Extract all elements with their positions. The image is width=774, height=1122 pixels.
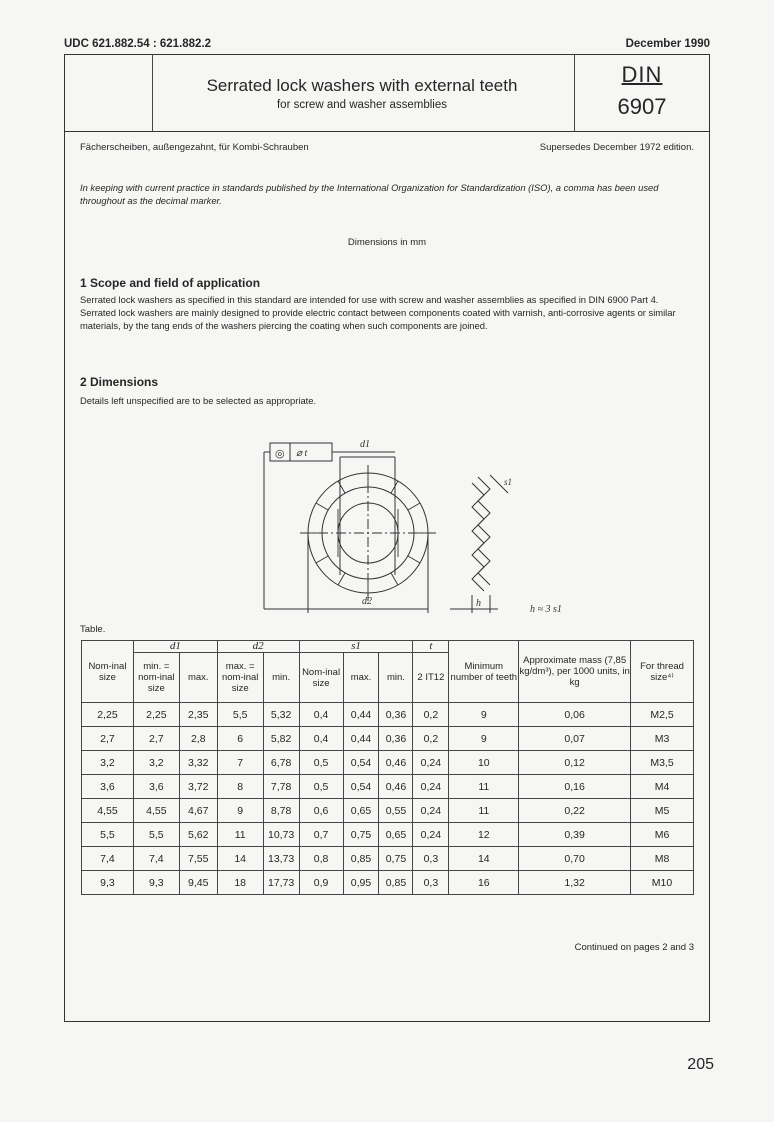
table-cell: 0,55 — [379, 799, 413, 823]
header-s1-max: max. — [343, 653, 379, 703]
h-label: h — [476, 598, 481, 609]
header-thread: For thread size⁴⁾ — [631, 641, 694, 703]
header-d1: d1 — [133, 641, 217, 653]
table-cell: 13,73 — [263, 847, 299, 871]
tolerance-symbol: ◎ — [275, 447, 285, 460]
issue-date: December 1990 — [625, 38, 710, 50]
table-cell: 11 — [217, 823, 263, 847]
table-cell: 0,9 — [299, 871, 343, 895]
table-cell: 0,24 — [413, 823, 449, 847]
table-cell: 3,6 — [133, 775, 179, 799]
table-cell: 2,7 — [133, 727, 179, 751]
table-cell: 7,4 — [133, 847, 179, 871]
table-cell: 7,4 — [82, 847, 134, 871]
table-row — [82, 871, 694, 895]
table-cell: 3,2 — [82, 751, 134, 775]
table-cell: 18 — [217, 871, 263, 895]
table-cell: 4,55 — [133, 799, 179, 823]
table-row — [82, 799, 694, 823]
table-cell: 3,72 — [179, 775, 217, 799]
table-cell: 0,54 — [343, 775, 379, 799]
table-cell: 2,35 — [179, 703, 217, 727]
table-cell: M2,5 — [631, 703, 694, 727]
table-cell: 0,75 — [379, 847, 413, 871]
table-cell: 2,25 — [133, 703, 179, 727]
header-s1: s1 — [299, 641, 413, 653]
table-cell: 17,73 — [263, 871, 299, 895]
table-cell: 12 — [449, 823, 519, 847]
table-cell: 4,67 — [179, 799, 217, 823]
table-cell: 7,55 — [179, 847, 217, 871]
table-cell: 5,5 — [133, 823, 179, 847]
table-cell: 16 — [449, 871, 519, 895]
table-cell: 9,3 — [133, 871, 179, 895]
header-min-teeth: Minimum number of teeth — [449, 641, 519, 703]
table-cell: 0,22 — [519, 799, 631, 823]
section-2-heading: 2 Dimensions — [80, 375, 159, 389]
table-row — [82, 727, 694, 751]
washer-side-view — [472, 477, 490, 591]
table-cell: 11 — [449, 799, 519, 823]
table-cell: 0,44 — [343, 727, 379, 751]
table-row — [82, 823, 694, 847]
table-cell: 9,45 — [179, 871, 217, 895]
dimensions-note: Dimensions in mm — [347, 237, 427, 248]
header-d2: d2 — [217, 641, 299, 653]
header-d2-min: min. — [263, 653, 299, 703]
table-cell: 0,8 — [299, 847, 343, 871]
standard-number: 6907 — [617, 94, 667, 119]
table-cell: 3,2 — [133, 751, 179, 775]
header-s1-min: min. — [379, 653, 413, 703]
supersedes-note: Supersedes December 1972 edition. — [539, 142, 694, 153]
table-cell: 5,62 — [179, 823, 217, 847]
table-cell: 0,5 — [299, 775, 343, 799]
table-cell: 9 — [217, 799, 263, 823]
table-cell: 0,06 — [519, 703, 631, 727]
header-t: t — [413, 641, 449, 653]
table-cell: 2,7 — [82, 727, 134, 751]
dimensions-table — [81, 640, 694, 895]
table-cell: 5,5 — [82, 823, 134, 847]
table-cell: 0,3 — [413, 871, 449, 895]
table-cell: 0,3 — [413, 847, 449, 871]
table-cell: 7,78 — [263, 775, 299, 799]
table-cell: 4,55 — [82, 799, 134, 823]
h-formula: h ≈ 3 s1 — [530, 604, 562, 615]
table-cell: 0,46 — [379, 751, 413, 775]
table-cell: 0,85 — [343, 847, 379, 871]
table-cell: 0,07 — [519, 727, 631, 751]
table-cell: 6,78 — [263, 751, 299, 775]
table-cell: 9,3 — [82, 871, 134, 895]
table-cell: 2,25 — [82, 703, 134, 727]
table-cell: M3 — [631, 727, 694, 751]
s1-label: s1 — [504, 477, 513, 487]
table-cell: 5,5 — [217, 703, 263, 727]
table-cell: 0,44 — [343, 703, 379, 727]
table-cell: 14 — [217, 847, 263, 871]
d1-label: d1 — [360, 439, 370, 450]
table-cell: M10 — [631, 871, 694, 895]
table-label: Table. — [80, 624, 106, 635]
table-cell: 0,12 — [519, 751, 631, 775]
table-cell: 3,32 — [179, 751, 217, 775]
table-cell: 0,95 — [343, 871, 379, 895]
table-cell: M8 — [631, 847, 694, 871]
table-cell: 11 — [449, 775, 519, 799]
header-d1-max: max. — [179, 653, 217, 703]
table-cell: 0,16 — [519, 775, 631, 799]
table-cell: 0,65 — [379, 823, 413, 847]
table-cell: 1,32 — [519, 871, 631, 895]
table-cell: 6 — [217, 727, 263, 751]
table-row — [82, 703, 694, 727]
d2-label: d2 — [362, 596, 372, 607]
header-mass: Approximate mass (7,85 kg/dm³), per 1000 units, in kg — [519, 641, 631, 703]
table-cell: 0,7 — [299, 823, 343, 847]
section-1-heading: 1 Scope and field of application — [80, 276, 261, 290]
tolerance-value: ⌀ t — [296, 448, 308, 459]
table-cell: 0,24 — [413, 799, 449, 823]
table-cell: 0,36 — [379, 727, 413, 751]
table-cell: 0,5 — [299, 751, 343, 775]
header-s1-nominal: Nom-inal size — [299, 653, 343, 703]
table-cell: 10,73 — [263, 823, 299, 847]
table-cell: 0,36 — [379, 703, 413, 727]
table-cell: 5,32 — [263, 703, 299, 727]
table-cell: 14 — [449, 847, 519, 871]
table-cell: 0,46 — [379, 775, 413, 799]
din-logo — [574, 62, 710, 88]
table-cell: 0,39 — [519, 823, 631, 847]
header-d2-max: max. = nom-inal size — [217, 653, 263, 703]
table-cell: 0,2 — [413, 703, 449, 727]
header-t-value: 2 IT12 — [413, 653, 449, 703]
document-subtitle: for screw and washer assemblies — [276, 99, 447, 111]
table-cell: 7 — [217, 751, 263, 775]
table-row — [82, 775, 694, 799]
din-logo-text: DIN — [621, 62, 663, 87]
table-cell: 0,4 — [299, 727, 343, 751]
section-2-text: Details left unspecified are to be selected as appropriate. — [80, 395, 317, 406]
udc-number: UDC 621.882.54 : 621.882.2 — [64, 38, 212, 50]
table-cell: 0,24 — [413, 751, 449, 775]
table-cell: 0,24 — [413, 775, 449, 799]
table-row — [82, 751, 694, 775]
document-title: Serrated lock washers with external teeth — [206, 76, 518, 95]
continued-note: Continued on pages 2 and 3 — [574, 942, 694, 953]
table-cell: 0,85 — [379, 871, 413, 895]
table-cell: 2,8 — [179, 727, 217, 751]
table-cell: 0,4 — [299, 703, 343, 727]
table-cell: 9 — [449, 703, 519, 727]
table-cell: 0,75 — [343, 823, 379, 847]
decimal-marker-note: In keeping with current practice in standards published by the International Organization for Standardization (ISO), a comma has been used throughout as the decimal marker. — [80, 182, 659, 206]
table-cell: 9 — [449, 727, 519, 751]
table-cell: M4 — [631, 775, 694, 799]
header-d1-min: min. = nom-inal size — [133, 653, 179, 703]
table-row — [82, 847, 694, 871]
table-cell: 8 — [217, 775, 263, 799]
table-cell: 5,82 — [263, 727, 299, 751]
table-cell: 0,65 — [343, 799, 379, 823]
washer-drawing — [240, 425, 600, 625]
table-cell: 0,6 — [299, 799, 343, 823]
table-cell: M5 — [631, 799, 694, 823]
table-cell: 0,70 — [519, 847, 631, 871]
german-title: Fächerscheiben, außengezahnt, für Kombi-Schrauben — [80, 142, 309, 153]
table-cell: 10 — [449, 751, 519, 775]
table-cell: M3,5 — [631, 751, 694, 775]
table-cell: 3,6 — [82, 775, 134, 799]
table-cell: 0,2 — [413, 727, 449, 751]
table-cell: M6 — [631, 823, 694, 847]
table-cell: 8,78 — [263, 799, 299, 823]
page-number: 205 — [687, 1056, 714, 1073]
section-1-text: Serrated lock washers as specified in this standard are intended for use with screw and washer assemblies as specified in DIN 6900 Part 4. Serrated lock washers are mainly designed to provide electric contact between components coated with varnish, anti-corrosive agents or similar materials, by the tang ends of the washers piercing the coating when such components are joined. — [80, 294, 676, 331]
header-nominal-size: Nom-inal size — [82, 641, 134, 703]
table-cell: 0,54 — [343, 751, 379, 775]
